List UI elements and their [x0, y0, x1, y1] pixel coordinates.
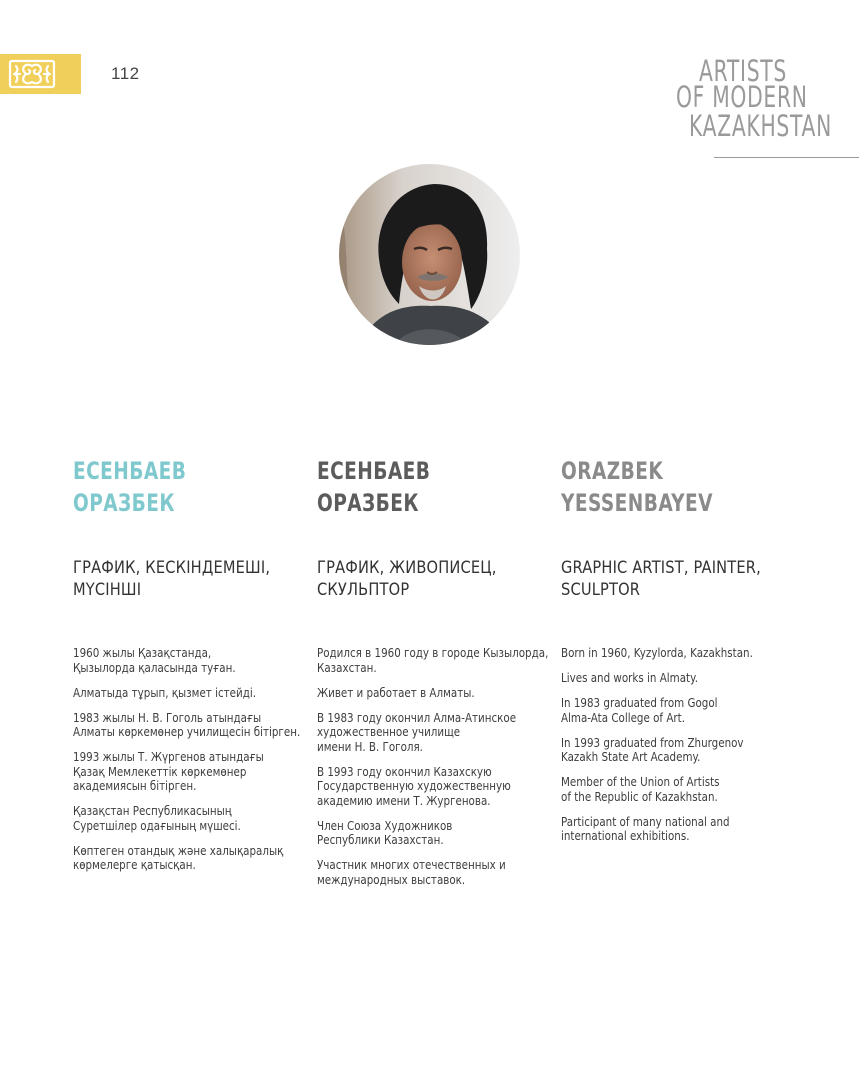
- bio-paragraph: Member of the Union of Artists of the Republic of Kazakhstan.: [561, 775, 720, 804]
- role-line-1: GRAPHIC ARTIST, PAINTER,: [561, 558, 761, 578]
- bio-paragraph: Участник многих отечественных и международных выставок.: [317, 858, 506, 887]
- name-line-1: ЕСЕНБАЕВ: [317, 457, 431, 485]
- bio-paragraph: 1960 жылы Қазақстанда, Қызылорда қаласында туған.: [73, 646, 236, 675]
- page-number: 112: [111, 64, 140, 83]
- english-column: [561, 455, 796, 843]
- role-line-1: ГРАФИК, ЖИВОПИСЕЦ,: [317, 558, 497, 578]
- biography-russian: [317, 646, 558, 898]
- artist-name-kazakh: [73, 455, 275, 519]
- bio-paragraph: Participant of many national and international exhibitions.: [561, 814, 730, 843]
- bio-paragraph: In 1983 graduated from Gogol Alma-Ata College of Art.: [561, 696, 718, 725]
- role-line-2: SCULPTOR: [561, 580, 641, 600]
- bio-paragraph: Lives and works in Almaty.: [561, 671, 699, 685]
- artist-role-kazakh: [73, 557, 270, 601]
- bio-paragraph: Член Союза Художников Республики Казахстан.: [317, 818, 453, 847]
- logo-line-1: ARTISTS: [699, 54, 787, 88]
- role-line-2: СКУЛЬПТОР: [317, 580, 410, 600]
- page-tab: [0, 54, 81, 94]
- russian-column: [317, 455, 552, 887]
- artist-portrait: [339, 164, 520, 345]
- bio-paragraph: 1993 жылы Т. Жүргенов атындағы Қазақ Мемлекеттік көркемөнер академиясын бітірген.: [73, 750, 264, 793]
- artist-role-english: [561, 557, 761, 601]
- biography-english: [561, 646, 802, 854]
- bio-paragraph: Born in 1960, Kyzylorda, Kazakhstan.: [561, 646, 753, 660]
- bio-paragraph: Живет и работает в Алматы.: [317, 685, 475, 700]
- bio-paragraph: Алматыда тұрып, қызмет істейді.: [73, 685, 256, 700]
- bio-paragraph: В 1983 году окончил Алма-Атинское художественное училище имени Н. В. Гоголя.: [317, 710, 517, 754]
- name-line-2: YESSENBAYEV: [561, 489, 713, 517]
- logo-line-2: OF MODERN: [676, 80, 808, 114]
- book-logo: [668, 50, 838, 162]
- name-line-1: ORAZBEK: [561, 457, 664, 485]
- biography-kazakh: [73, 646, 314, 883]
- artist-role-russian: [317, 557, 497, 601]
- bio-paragraph: Көптеген отандық және халықаралық көрмелерге қатысқан.: [73, 843, 284, 872]
- kazakh-column: [73, 455, 308, 872]
- bio-paragraph: В 1993 году окончил Казахскую Государственную художественную академию имени Т. Жургенова.: [317, 764, 511, 808]
- logo-rule: [714, 157, 859, 158]
- name-line-2: ОРАЗБЕК: [73, 489, 175, 517]
- role-line-1: ГРАФИК, КЕСКІНДЕМЕШІ,: [73, 558, 271, 578]
- bio-paragraph: Родился в 1960 году в городе Кызылорда, Казахстан.: [317, 646, 549, 675]
- bio-paragraph: Қазақстан Республикасының Суретшілер одағының мүшесі.: [73, 804, 241, 833]
- name-line-1: ЕСЕНБАЕВ: [73, 457, 187, 485]
- bio-paragraph: 1983 жылы Н. В. Гоголь атындағы Алматы көркемөнер училищесін бітірген.: [73, 710, 301, 739]
- bio-paragraph: In 1993 graduated from Zhurgenov Kazakh State Art Academy.: [561, 735, 744, 764]
- name-line-2: ОРАЗБЕК: [317, 489, 419, 517]
- artist-name-russian: [317, 455, 519, 519]
- ornament-icon: [8, 58, 56, 90]
- artist-name-english: [561, 455, 763, 519]
- logo-line-3: KAZAKHSTAN: [689, 109, 832, 143]
- role-line-2: МҮСІНШІ: [73, 580, 142, 600]
